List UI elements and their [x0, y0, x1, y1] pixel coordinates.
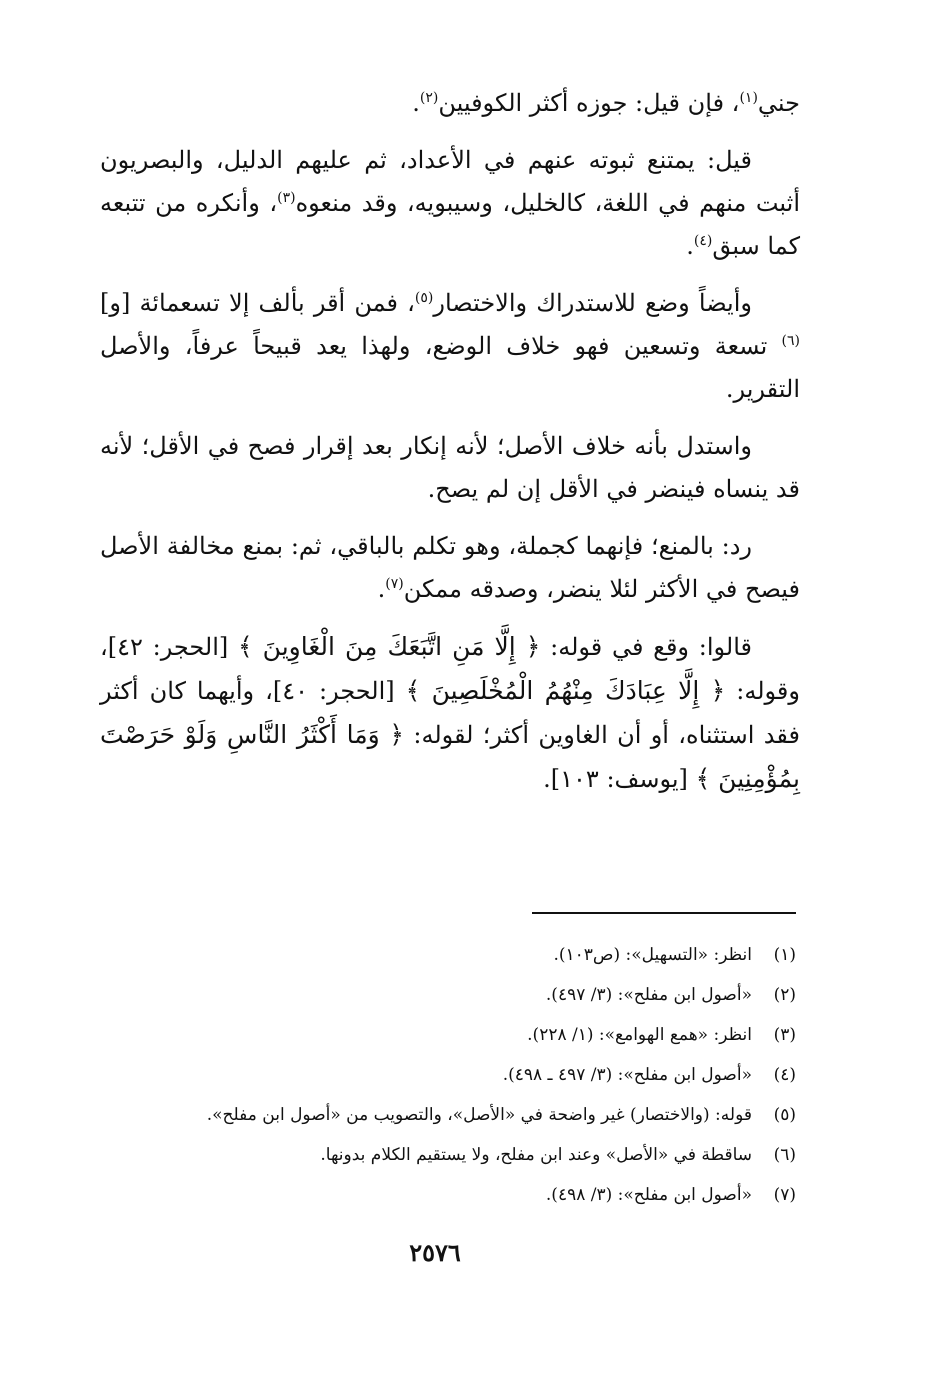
footnote-text: ساقطة في «الأصل» وعند ابن مفلح، ولا يستقيم الكلام بدونها.	[320, 1145, 752, 1165]
paragraph-5	[100, 525, 800, 611]
footnote-number: (٧)	[773, 1185, 796, 1205]
footnote-number: (١)	[773, 945, 796, 965]
paragraph-2	[100, 139, 800, 268]
quran-verse: ﴿ وَمَا أَكْثَرُ النَّاسِ وَلَوْ حَرَصْتَ بِمُؤْمِنِينَ ﴾	[100, 720, 800, 793]
text: واستدل بأنه خلاف الأصل؛ لأنه إنكار بعد إقرار فصح في الأقل؛ لأنه قد ينساه فينضر في الأقل إن لم يصح.	[100, 432, 800, 503]
footnote-ref[interactable]: (١)	[739, 90, 758, 106]
footnote-3	[120, 1015, 796, 1055]
footnotes	[120, 935, 796, 1215]
footnote-1	[120, 935, 796, 975]
footnote-text: «أصول ابن مفلح»: (٣/ ٤٩٧ ـ ٤٩٨).	[502, 1065, 752, 1085]
footnote-7	[120, 1175, 796, 1215]
footnote-text: انظر: «همع الهوامع»: (١/ ٢٢٨).	[527, 1025, 752, 1045]
text: [يوسف: ١٠٣].	[543, 765, 696, 793]
footnote-6	[120, 1135, 796, 1175]
footnote-ref[interactable]: (٥)	[414, 290, 434, 306]
footnote-2	[120, 975, 796, 1015]
footnote-text: قوله: (والاختصار) غير واضحة في «الأصل»، والتصويب من «أصول ابن مفلح».	[206, 1105, 752, 1125]
footnote-number: (٢)	[773, 985, 796, 1005]
quran-verse: ﴿ إِلَّا مَنِ اتَّبَعَكَ مِنَ الْغَاوِينَ ﴾	[237, 632, 541, 661]
footnote-4	[120, 1055, 796, 1095]
text: قيل: يمتنع ثبوته عنهم في الأعداد، ثم عليهم الدليل، والبصريون أثبت منهم في اللغة، كالخليل، وسيبويه، وقد منعوه	[100, 146, 801, 217]
footnote-ref[interactable]: (٣)	[277, 190, 296, 206]
text: ، فمن أقر بألف إلا تسعمائة [و]	[100, 289, 415, 317]
footnote-ref[interactable]: (٢)	[419, 90, 439, 106]
paragraph-3	[100, 282, 800, 411]
footnote-ref[interactable]: (٤)	[693, 233, 713, 249]
footnote-number: (٥)	[773, 1105, 796, 1125]
text: وأيضاً وضع للاستدراك والاختصار	[433, 289, 752, 317]
paragraph-4	[100, 425, 800, 511]
text: جني	[757, 89, 800, 117]
footnote-ref[interactable]: (٦)	[781, 333, 800, 349]
footnote-ref[interactable]: (٧)	[385, 576, 404, 592]
text: .	[377, 575, 386, 603]
paragraph-1	[100, 82, 800, 125]
footnote-5	[120, 1095, 796, 1135]
main-text	[100, 82, 800, 815]
paragraph-6	[100, 625, 800, 801]
footnote-text: «أصول ابن مفلح»: (٣/ ٤٩٨).	[545, 1185, 752, 1205]
footnote-number: (٤)	[773, 1065, 796, 1085]
text: ، وأنكره من تتبعه كما سبق	[100, 189, 800, 260]
footnote-text: انظر: «التسهيل»: (ص١٠٣).	[553, 945, 752, 965]
footnote-number: (٣)	[773, 1025, 796, 1045]
footnote-divider	[532, 912, 796, 914]
quran-verse: ﴿ إِلَّا عِبَادَكَ مِنْهُمُ الْمُخْلَصِينَ ﴾	[405, 676, 726, 705]
text: [الحجر: ٤٠]، وأيهما كان أكثر فقد استثناه، أو أن الغاوين أكثر؛ لقوله:	[100, 677, 800, 749]
footnote-text: «أصول ابن مفلح»: (٣/ ٤٩٧).	[545, 985, 752, 1005]
text: ، فإن قيل: جوزه أكثر الكوفيين	[438, 89, 740, 117]
text: رد: بالمنع؛ فإنهما كجملة، وهو تكلم بالباقي، ثم: بمنع مخالفة الأصل فيصح في الأكثر لئلا ينضر، وصدقه ممكن	[100, 532, 800, 603]
text: [الحجر: ٤٢]، وقوله:	[100, 633, 800, 705]
footnote-number: (٦)	[773, 1145, 796, 1165]
text: .	[686, 232, 694, 260]
page-number: ٢٥٧٦	[409, 1238, 461, 1267]
text: تسعة وتسعين فهو خلاف الوضع، ولهذا يعد قبيحاً عرفاً، والأصل التقرير.	[100, 332, 800, 403]
text: قالوا: وقع في قوله:	[540, 633, 752, 661]
text: .	[412, 89, 420, 117]
